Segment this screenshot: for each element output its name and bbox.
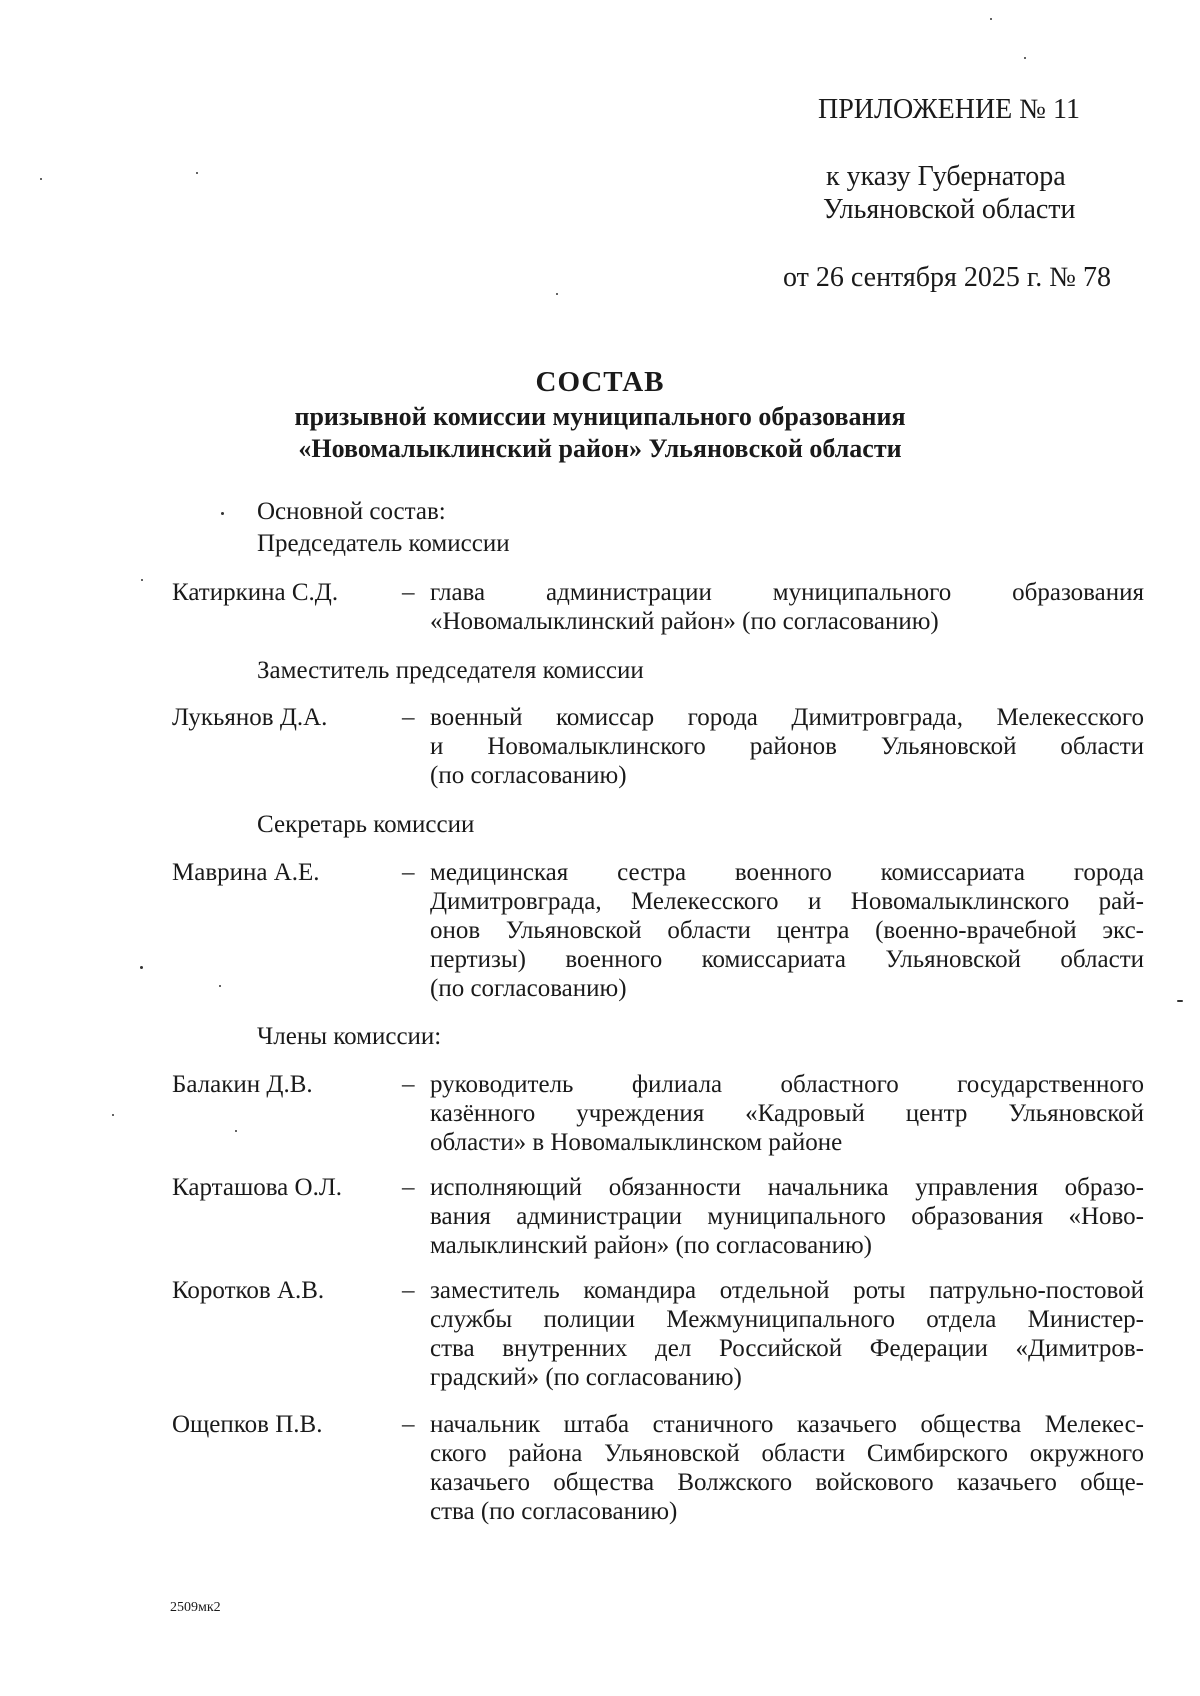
position-line: глава администрации муниципального образования <box>430 579 1144 606</box>
position-line: (по согласованию) <box>430 762 627 789</box>
position-line: ства (по согласованию) <box>430 1498 678 1525</box>
scan-speck <box>112 1114 114 1116</box>
member-position <box>430 703 1144 790</box>
position-line: (по согласованию) <box>430 975 627 1002</box>
section-secretary: Секретарь комиссии <box>257 811 475 838</box>
document-subtitle-line1: призывной комиссии муниципального образования <box>294 402 906 431</box>
position-line: вания администрации муниципального образования «Ново- <box>430 1203 1144 1230</box>
member-position <box>430 858 1144 1003</box>
position-line: казённого учреждения «Кадровый центр Ульяновской <box>430 1100 1144 1127</box>
member-position <box>430 1070 1144 1157</box>
position-line: Димитровграда, Мелекесского и Новомалыклинского рай- <box>430 888 1144 915</box>
member-position <box>430 578 1144 636</box>
scan-speck <box>141 579 143 581</box>
position-line: исполняющий обязанности начальника управления образо- <box>430 1174 1144 1201</box>
position-line: ского района Ульяновской области Симбирского окружного <box>430 1440 1144 1467</box>
appendix-label: ПРИЛОЖЕНИЕ № 11 <box>818 94 1080 125</box>
decree-reference-line1: к указу Губернатора <box>826 161 1066 192</box>
member-name: Маврина А.Е. <box>172 859 320 886</box>
member-name: Балакин Д.В. <box>172 1071 313 1098</box>
dash-separator: – <box>402 1277 415 1304</box>
scan-speck <box>219 985 221 987</box>
scan-speck <box>140 966 143 969</box>
scan-speck <box>990 18 992 20</box>
position-line: области» в Новомалыклинском районе <box>430 1129 843 1156</box>
document-subtitle-line2: «Новомалыклинский район» Ульяновской области <box>298 434 902 463</box>
position-line: и Новомалыклинского районов Ульяновской области <box>430 733 1144 760</box>
scan-speck <box>235 1130 237 1132</box>
member-name: Карташова О.Л. <box>172 1174 343 1201</box>
member-position <box>430 1410 1144 1526</box>
dash-separator: – <box>402 1071 415 1098</box>
position-line: военный комиссар города Димитровграда, Мелекесского <box>430 704 1144 731</box>
position-line: казачьего общества Волжского войскового казачьего обще- <box>430 1469 1144 1496</box>
section-main-composition: Основной состав: <box>257 498 446 525</box>
member-position <box>430 1173 1144 1260</box>
document-code: 2509мк2 <box>170 1600 221 1615</box>
dash-separator: – <box>402 579 415 606</box>
scan-speck <box>556 293 558 295</box>
scan-speck <box>221 512 224 515</box>
scan-speck <box>1024 57 1026 59</box>
position-line: службы полиции Межмуниципального отдела Министер- <box>430 1306 1144 1333</box>
position-line: пертизы) военного комиссариата Ульяновской области <box>430 946 1144 973</box>
position-line: градский» (по согласованию) <box>430 1364 742 1391</box>
scan-speck <box>40 178 42 180</box>
member-position <box>430 1276 1144 1392</box>
section-deputy: Заместитель председателя комиссии <box>257 657 644 684</box>
dash-separator: – <box>402 704 415 731</box>
position-line: заместитель командира отдельной роты патрульно-постовой <box>430 1277 1144 1304</box>
section-chairman: Председатель комиссии <box>257 530 510 557</box>
dash-separator: – <box>402 1174 415 1201</box>
position-line: «Новомалыклинский район» (по согласованию) <box>430 608 939 635</box>
member-name: Коротков А.В. <box>172 1277 325 1304</box>
member-name: Катиркина С.Д. <box>172 579 339 606</box>
position-line: ства внутренних дел Российской Федерации «Димитров- <box>430 1335 1144 1362</box>
decree-date-number: от 26 сентября 2025 г. № 78 <box>783 262 1111 293</box>
position-line: начальник штаба станичного казачьего общества Мелекес- <box>430 1411 1144 1438</box>
scan-speck <box>196 172 198 174</box>
position-line: руководитель филиала областного государственного <box>430 1071 1144 1098</box>
member-name: Лукьянов Д.А. <box>172 704 328 731</box>
document-title: СОСТАВ <box>535 366 665 398</box>
position-line: медицинская сестра военного комиссариата города <box>430 859 1144 886</box>
dash-separator: – <box>402 1411 415 1438</box>
scan-speck <box>1177 1000 1183 1002</box>
decree-reference-line2: Ульяновской области <box>823 194 1076 225</box>
position-line: онов Ульяновской области центра (военно-врачебной экс- <box>430 917 1144 944</box>
section-members: Члены комиссии: <box>257 1023 442 1050</box>
dash-separator: – <box>402 859 415 886</box>
position-line: малыклинский район» (по согласованию) <box>430 1232 873 1259</box>
member-name: Ощепков П.В. <box>172 1411 323 1438</box>
